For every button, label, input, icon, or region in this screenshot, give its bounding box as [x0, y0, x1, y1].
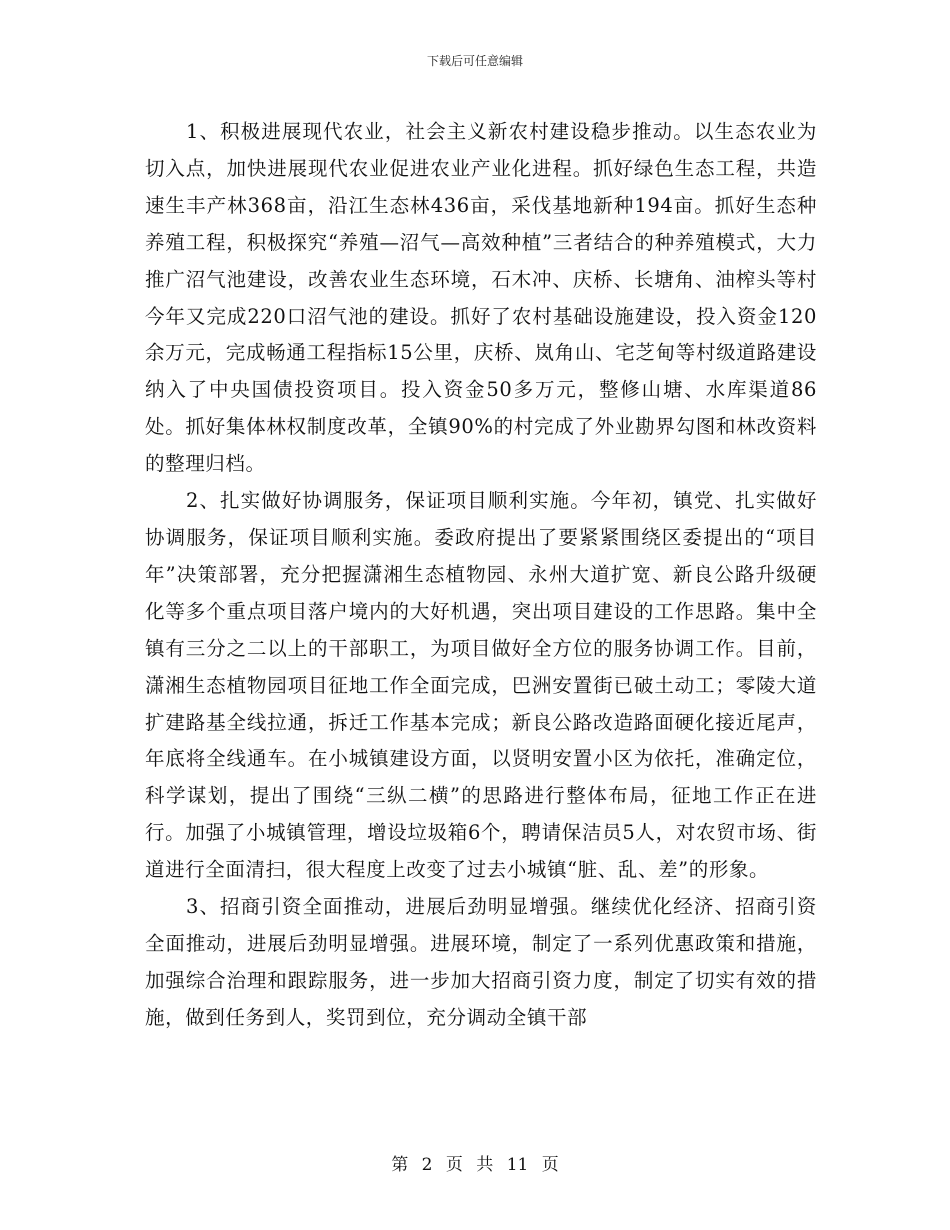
page-header: 下载后可任意编辑 — [426, 54, 523, 68]
paragraph-project-service: 2、扎实做好协调服务，保证项目顺利实施。今年初，镇党、扎实做好协调服务，保证项目顺利实施。委政府提出了要紧紧围绕区委提出的“项目年”决策部署，充分把握潇湘生态植物园、永州大道扩宽、新良公路升级硬化等多个重点项目落户境内的大好机遇，突出项目建设的工作思路。集中全镇有三分之二以上的干部职工，为项目做好全方位的服务协调工作。目前，潇湘生态植物园项目征地工作全面完成，巴洲安置街已破土动工；零陵大道扩建路基全线拉通，拆迁工作基本完成；新良公路改造路面硬化接近尾声，年底将全线通车。在小城镇建设方面，以贤明安置小区为依托，准确定位，科学谋划，提出了围绕“三纵二横”的思路进行整体布局，征地工作正在进行。加强了小城镇管理，增设垃圾箱6个，聘请保洁员5人，对农贸市场、街道进行全面清扫，很大程度上改变了过去小城镇“脏、乱、差”的形象。 — [145, 489, 817, 882]
document-body — [145, 114, 817, 1037]
page-number-footer: 第 2 页 共 11 页 — [391, 1155, 559, 1175]
paragraph-investment: 3、招商引资全面推动，进展后劲明显增强。继续优化经济、招商引资全面推动，进展后劲明显增强。进展环境，制定了一系列优惠政策和措施，加强综合治理和跟踪服务，进一步加大招商引资力度，制定了切实有效的措施，做到任务到人，奖罚到位，充分调动全镇干部 — [145, 895, 817, 1029]
paragraph-agriculture: 1、积极进展现代农业，社会主义新农村建设稳步推动。以生态农业为切入点，加快进展现代农业促进农业产业化进程。抓好绿色生态工程，共造速生丰产林368亩，沿江生态林436亩，采伐基地新种194亩。抓好生态种养殖工程，积极探究“养殖—沼气—高效种植”三者结合的种养殖模式，大力推广沼气池建设，改善农业生态环境，石木冲、庆桥、长塘角、油榨头等村今年又完成220口沼气池的建设。抓好了农村基础设施建设，投入资金120余万元，完成畅通工程指标15公里，庆桥、岚角山、宅芝甸等村级道路建设纳入了中央国债投资项目。投入资金50多万元，整修山塘、水库渠道86处。抓好集体林权制度改革，全镇90%的村完成了外业勘界勾图和林改资料的整理归档。 — [145, 120, 817, 476]
